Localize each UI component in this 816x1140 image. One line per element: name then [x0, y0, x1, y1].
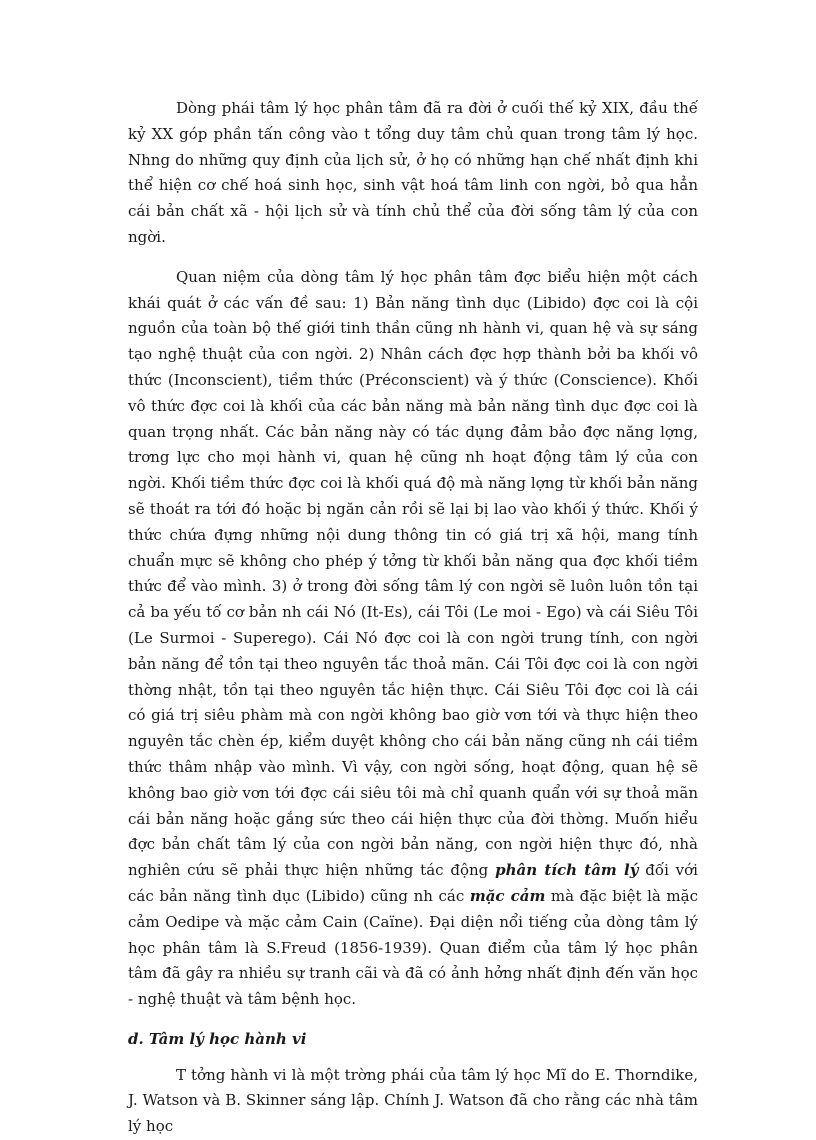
- section-heading: d. Tâm lý học hành vi: [128, 1029, 307, 1048]
- emphasis-text: mặc cảm: [469, 886, 546, 905]
- paragraph-psychoanalysis-intro: Dòng phái tâm lý học phân tâm đã ra đời ở cuối thế kỷ XIX, đầu thế kỷ XX góp phần tấn công vào t tổng duy tâm chủ quan trong tâm lý học. Nhng do những quy định của lịch sử, ở họ có những hạn chế nhất định khi thể hiện cơ chế hoá sinh học, sinh vật hoá tâm linh con ngời, bỏ qua hẳn cái bản chất xã - hội lịch sử và tính chủ thể của đời sống tâm lý của con ngời.: [128, 99, 698, 246]
- paragraph-behaviorism-intro: T tởng hành vi là một trờng phái của tâm lý học Mĩ do E. Thorndike, J. Watson và B. Skinner sáng lập. Chính J. Watson đã cho rằng các nhà tâm lý học: [128, 1065, 698, 1136]
- emphasis-text: phân tích tâm lý: [495, 861, 639, 880]
- paragraph-text: đối với các bản năng tình dục (Libido) cũng nh các: [128, 861, 698, 905]
- paragraph-psychoanalysis-concepts: [128, 265, 698, 1013]
- paragraph-text: mà đặc biệt là mặc cảm Oedipe và mặc cảm Cain (Caïne). Đại diện nổi tiếng của dòng tâm lý học phân tâm là S.Freud (1856-1939). Quan điểm của tâm lý học phân tâm đã gây ra nhiều sự tranh cãi và đã có ảnh hởng nhất định đến văn học - nghệ thuật và tâm bệnh học.: [128, 886, 699, 1009]
- paragraph-text: Quan niệm của dòng tâm lý học phân tâm đợc biểu hiện một cách khái quát ở các vấn đề sau: 1) Bản năng tình dục (Libido) đợc coi là cội nguồn của toàn bộ thế giới tinh thần cũng nh hành vi, quan hệ và sự sáng tạo nghệ thuật của con ngời. 2) Nhân cách đợc hợp thành bởi ba khối vô thức (Inconscient), tiềm thức (Préconscient) và ý thức (Conscience). Khối vô thức đợc coi là khối của các bản năng mà bản năng tình dục đợc coi là quan trọng nhất. Các bản năng này có tác dụng đảm bảo đợc năng lợng, trơng lực cho mọi hành vi, quan hệ cũng nh hoạt động tâm lý của con ngời. Khối tiềm thức đợc coi là khối quá độ mà năng lợng từ khối bản năng sẽ thoát ra tới đó hoặc bị ngăn cản rồi sẽ lại bị lao vào khối ý thức. Khối ý thức chứa đựng những nội dung thông tin có giá trị xã hội, mang tính chuẩn mực sẽ không cho phép ý tởng từ khối bản năng qua đợc khối tiềm thức để vào mình. 3) ở trong đời sống tâm lý con ngời sẽ luôn luôn tồn tại cả ba yếu tố cơ bản nh cái Nó (It-Es), cái Tôi (Le moi - Ego) và cái Siêu Tôi (Le Surmoi - Superego). Cái Nó đợc coi là con ngời trung tính, con ngời bản năng để tồn tại theo nguyên tắc thoả mãn. Cái Tôi đợc coi là con ngời thờng nhật, tồn tại theo nguyên tắc hiện thực. Cái Siêu Tôi đợc coi là cái có giá trị siêu phàm mà con ngời không bao giờ vơn tới và thực hiện theo nguyên tắc chèn ép, kiểm duyệt không cho cái bản năng cũng nh cái tiềm thức thâm nhập vào mình. Vì vậy, con ngời sống, hoạt động, quan hệ sẽ không bao giờ vơn tới đợc cái siêu tôi mà chỉ quanh quẩn với sự thoả mãn cái bản năng hoặc gắng sức theo cái hiện thực của đời thờng. Muốn hiểu đợc bản chất tâm lý của con ngời bản năng, con ngời hiện thực đó, nhà nghiên cứu sẽ phải thực hiện những tác động: [128, 267, 698, 880]
